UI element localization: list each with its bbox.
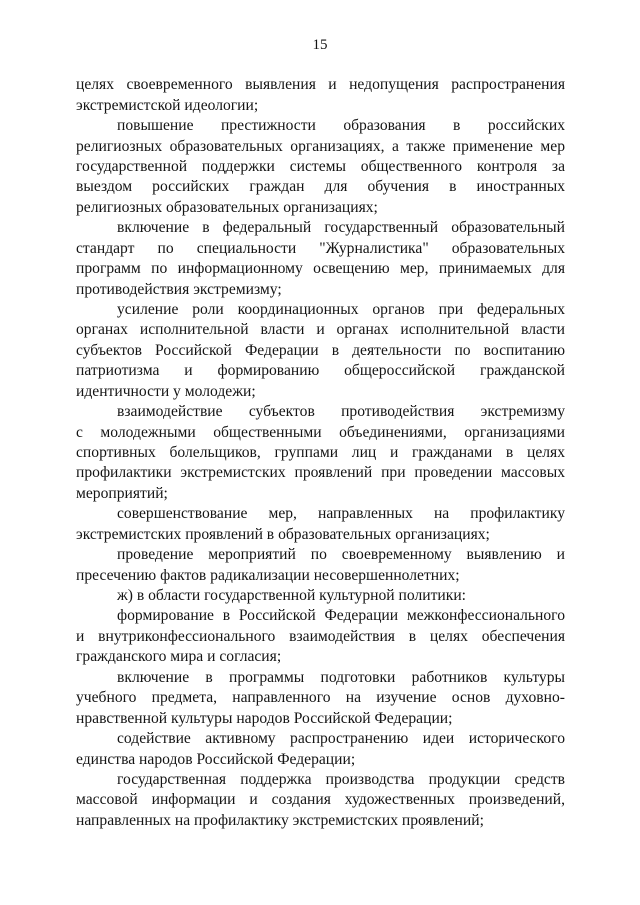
text-line: ж) в области государственной культурной политики: — [117, 587, 467, 604]
text-line: профилактики экстремистских проявлений при проведении массовых — [76, 464, 565, 481]
text-line: и внутриконфессионального взаимодействия в целях обеспечения — [76, 628, 565, 645]
text-line: мероприятий; — [76, 485, 168, 502]
text-line: экстремистской идеологии; — [76, 97, 259, 114]
text-line: субъектов Российской Федерации в деятельности по воспитанию — [76, 342, 565, 359]
text-line: усиление роли координационных органов при федеральных — [117, 301, 565, 318]
text-line: религиозных образовательных организациях, а также применение мер — [76, 138, 565, 155]
text-line: программ по информационному освещению мер, принимаемых для — [76, 260, 565, 277]
text-line: взаимодействие субъектов противодействия экстремизму — [117, 403, 565, 420]
text-line: противодействия экстремизму; — [76, 281, 282, 298]
text-line: пресечению фактов радикализации несовершеннолетних; — [76, 567, 460, 584]
text-line: единства народов Российской Федерации; — [76, 751, 356, 768]
text-line: выездом российских граждан для обучения в иностранных — [76, 178, 565, 195]
text-line: проведение мероприятий по своевременному выявлению и — [117, 546, 565, 563]
text-line: идентичности у молодежи; — [76, 383, 256, 400]
text-line: направленных на профилактику экстремистских проявлений; — [76, 812, 484, 829]
text-line: нравственной культуры народов Российской Федерации; — [76, 710, 453, 727]
text-line: включение в федеральный государственный образовательный — [117, 219, 565, 236]
text-line: формирование в Российской Федерации межконфессионального — [117, 607, 565, 624]
text-line: спортивных болельщиков, группами лиц и гражданами в целях — [76, 444, 565, 461]
text-line: массовой информации и создания художественных произведений, — [76, 791, 565, 808]
text-line: учебного предмета, направленного на изучение основ духовно- — [76, 689, 565, 706]
text-line: экстремистских проявлений в образовательных организациях; — [76, 526, 490, 543]
text-line: государственная поддержка производства продукции средств — [117, 771, 565, 788]
page-number: 15 — [312, 37, 328, 53]
text-line: содействие активному распространению идеи исторического — [117, 730, 565, 747]
text-line: целях своевременного выявления и недопущения распространения — [76, 76, 565, 93]
text-line: патриотизма и формированию общероссийской гражданской — [76, 362, 565, 379]
text-line: повышение престижности образования в российских — [117, 117, 565, 134]
text-line: гражданского мира и согласия; — [76, 648, 282, 665]
text-line: включение в программы подготовки работников культуры — [117, 669, 565, 686]
text-line: совершенствование мер, направленных на профилактику — [117, 505, 565, 522]
text-line: с молодежными общественными объединениями, организациями — [76, 424, 565, 441]
text-line: органах исполнительной власти и органах исполнительной власти — [76, 321, 565, 338]
text-line: государственной поддержки системы общественного контроля за — [76, 158, 565, 175]
text-line: религиозных образовательных организациях; — [76, 199, 378, 216]
text-line: стандарт по специальности "Журналистика" образовательных — [76, 240, 565, 257]
